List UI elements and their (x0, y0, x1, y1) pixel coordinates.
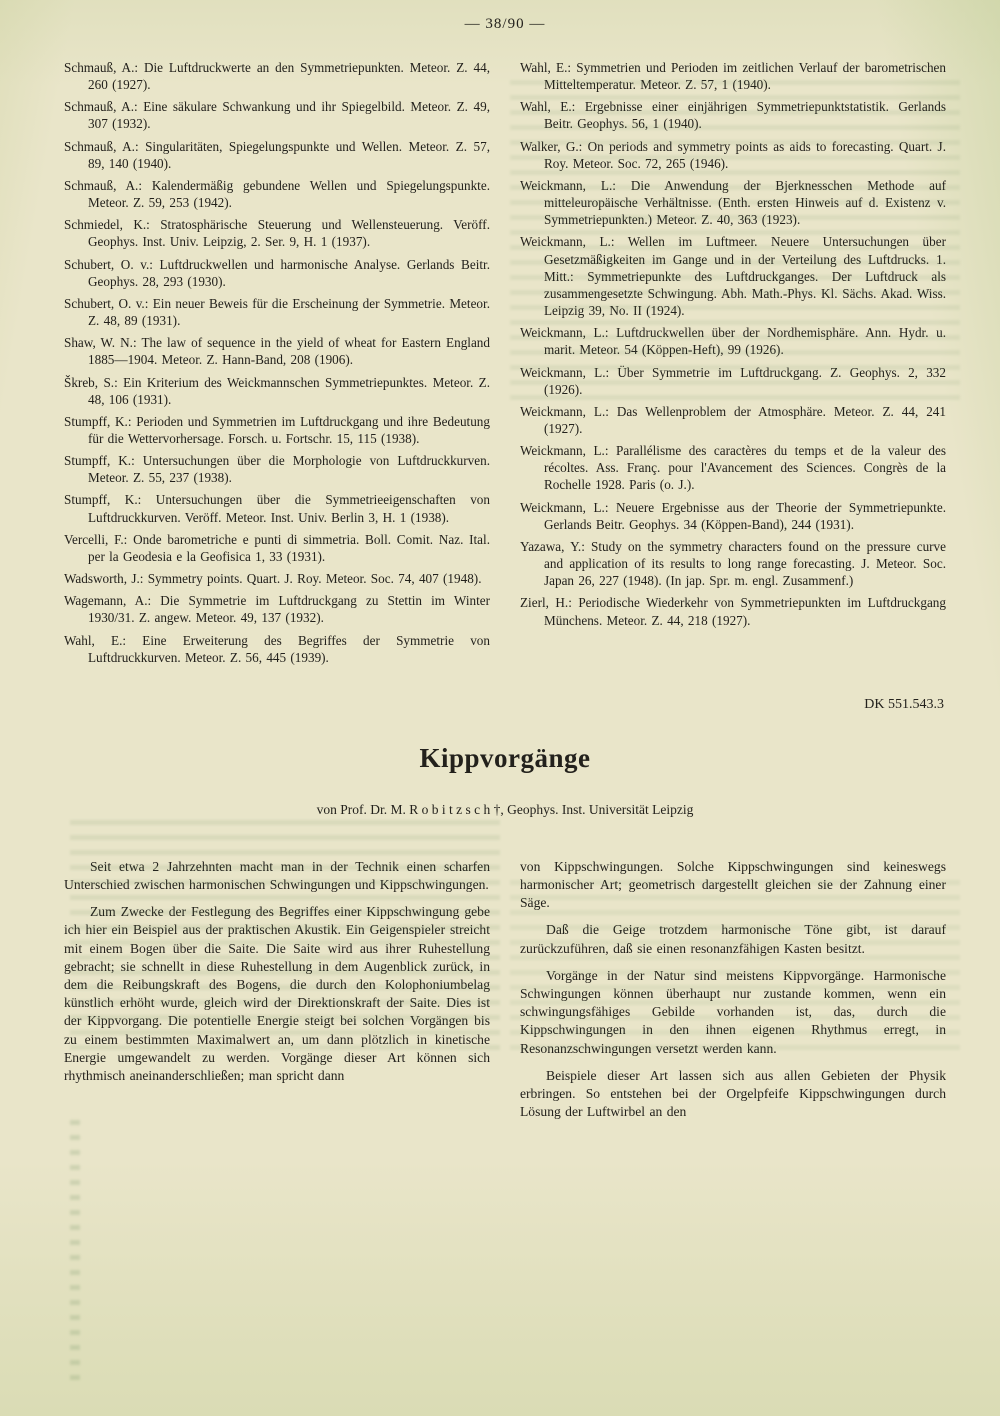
reference-item: Weickmann, L.: Wellen im Luftmeer. Neuere Untersuchungen über Gesetzmäßigkeiten im Gange und in der Verteilung des Luftdrucks. 1. Mitt.: Symmetriepunkte des Luftdruckganges. Der Luftdruck als zusammengesetzte Schwingung. Abh. Math.-Phys. Kl. Sächs. Akad. Wiss. Leipzig 39, No. II (1924). (520, 234, 946, 319)
reference-item: Wahl, E.: Symmetrien und Perioden im zeitlichen Verlauf der barometrischen Mitteltemperatur. Meteor. Z. 57, 1 (1940). (520, 60, 946, 93)
reference-item: Vercelli, F.: Onde barometriche e punti di simmetria. Boll. Comit. Naz. Ital. per la Geodesia e la Geofisica 1, 33 (1931). (64, 531, 490, 564)
references-left (64, 59, 490, 671)
reference-item: Yazawa, Y.: Study on the symmetry characters found on the pressure curve and application of its results to long range forecasting. J. Meteor. Soc. Japan 26, 227 (1948). (In jap. Spr. m. engl. Zusammenf.) (520, 538, 946, 589)
article-body (64, 858, 946, 1131)
reference-item: Weickmann, L.: Luftdruckwellen über der Nordhemisphäre. Ann. Hydr. u. marit. Meteor. 54 (Köppen-Heft), 99 (1926). (520, 325, 946, 358)
article-paragraph: Zum Zwecke der Festlegung des Begriffes einer Kippschwingung gebe ich hier ein Beispiel aus der praktischen Akustik. Ein Geigenspieler streicht mit einem Bogen über die Saite. Die Saite wird aus ihrer Ruhestellung gebracht; sie schnellt in diese Ruhestellung in dem Augenblick zurück, in dem die Reibungskraft des Bogens, die durch den Kolophoniumbelag künstlich erhöht wurde, gleich wird der Direktionskraft der Saite. Dies ist der Kippvorgang. Die potentielle Energie steigt bei solchen Vorgängen bis zu einem bestimmten Maximalwert an, um dann plötzlich in kinetische Energie umgewandelt zu werden. Vorgänge dieser Art können sich rhythmisch aneinanderschließen; man spricht dann (64, 904, 490, 1084)
reference-item: Schmauß, A.: Die Luftdruckwerte an den Symmetriepunkten. Meteor. Z. 44, 260 (1927). (64, 60, 490, 93)
article-byline: von Prof. Dr. M. R o b i t z s c h †, Geophys. Inst. Universität Leipzig (316, 801, 694, 817)
dk-classification: DK 551.543.3 (864, 696, 944, 712)
reference-item: Weickmann, L.: Die Anwendung der Bjerknesschen Methode auf mitteleuropäische Verhältnisse. (Enth. ersten Hinweis auf d. Existenz v. Symmetriepunkten.) Meteor. Z. 40, 363 (1923). (520, 177, 946, 228)
reference-item: Schubert, O. v.: Luftdruckwellen und harmonische Analyse. Gerlands Beitr. Geophys. 28, 293 (1930). (64, 256, 490, 289)
reference-item: Shaw, W. N.: The law of sequence in the yield of wheat for Eastern England 1885—1904. Meteor. Z. Hann-Band, 208 (1906). (64, 335, 490, 368)
reference-item: Schmauß, A.: Kalendermäßig gebundene Wellen und Spiegelungspunkte. Meteor. Z. 59, 253 (1942). (64, 177, 490, 211)
page-number: — 38/90 — (464, 16, 546, 32)
reference-item: Wahl, E.: Ergebnisse einer einjährigen Symmetriepunktstatistik. Gerlands Beitr. Geophys. 56, 1 (1940). (520, 99, 946, 132)
references-section (64, 59, 946, 671)
article-column-right (520, 858, 946, 1131)
reference-item: Wadsworth, J.: Symmetry points. Quart. J. Roy. Meteor. Soc. 74, 407 (1948). (64, 571, 482, 587)
article-paragraph: Beispiele dieser Art lassen sich aus allen Gebieten der Physik erbringen. So entstehen bei der Orgelpfeife Kippschwingungen durch Lösung der Luftwirbel an den (520, 1067, 946, 1120)
reference-item: Škreb, S.: Ein Kriterium des Weickmannschen Symmetriepunktes. Meteor. Z. 48, 106 (1931). (64, 374, 490, 407)
reference-item: Schmauß, A.: Singularitäten, Spiegelungspunkte und Wellen. Meteor. Z. 57, 89, 140 (1940). (64, 138, 490, 171)
reference-item: Stumpff, K.: Untersuchungen über die Morphologie von Luftdruckkurven. Meteor. Z. 55, 237 (1938). (64, 453, 490, 486)
reference-item: Weickmann, L.: Parallélisme des caractères du temps et de la valeur des récoltes. Ass. Franç. pour l'Avancement des Sciences. Congrès de la Rochelle 1928. Paris (o. J.). (520, 443, 946, 493)
reference-item: Wagemann, A.: Die Symmetrie im Luftdruckgang zu Stettin im Winter 1930/31. Z. angew. Meteor. 49, 137 (1932). (64, 593, 490, 626)
reference-item: Stumpff, K.: Untersuchungen über die Symmetrieeigenschaften von Luftdruckkurven. Veröff. Meteor. Inst. Univ. Berlin 3, H. 1 (1938). (64, 492, 490, 525)
reference-item: Stumpff, K.: Perioden und Symmetrien im Luftdruckgang und ihre Bedeutung für die Wettervorhersage. Forsch. u. Fortschr. 15, 115 (1938). (64, 413, 490, 446)
reference-item: Schubert, O. v.: Ein neuer Beweis für die Erscheinung der Symmetrie. Meteor. Z. 48, 89 (1931). (64, 295, 490, 329)
article-title: Kippvorgänge (419, 742, 591, 773)
reference-item: Zierl, H.: Periodische Wiederkehr von Symmetriepunkten im Luftdruckgang Münchens. Meteor. Z. 44, 218 (1927). (520, 595, 946, 628)
reference-item: Weickmann, L.: Das Wellenproblem der Atmosphäre. Meteor. Z. 44, 241 (1927). (520, 403, 946, 436)
scan-bleedthrough (70, 1120, 80, 1380)
reference-item: Weickmann, L.: Über Symmetrie im Luftdruckgang. Z. Geophys. 2, 332 (1926). (520, 364, 946, 397)
reference-item: Weickmann, L.: Neuere Ergebnisse aus der Theorie der Symmetriepunkte. Gerlands Beitr. Geophys. 34 (Köppen-Band), 244 (1931). (520, 499, 946, 532)
reference-item: Walker, G.: On periods and symmetry points as aids to forecasting. Quart. J. Roy. Meteor. Soc. 72, 265 (1946). (520, 138, 946, 171)
article-paragraph: Vorgänge in der Natur sind meistens Kippvorgänge. Harmonische Schwingungen können überhaupt nur zustande kommen, wenn ein schwingungsfähiges Gebilde vorhanden ist, das, durch die Kippschwingungen in den ihnen eigenen Rhythmus erregt, in Resonanzschwingungen versetzt werden kann. (520, 967, 946, 1056)
article-column-left (64, 858, 490, 1131)
reference-item: Wahl, E.: Eine Erweiterung des Begriffes der Symmetrie von Luftdruckkurven. Meteor. Z. 56, 445 (1939). (64, 632, 490, 665)
references-right (520, 59, 946, 671)
article-paragraph: von Kippschwingungen. Solche Kippschwingungen sind keineswegs harmonischer Art; geometrisch dargestellt gleichen sie der Zahnung einer Säge. (520, 858, 946, 911)
reference-item: Schmiedel, K.: Stratosphärische Steuerung und Wellensteuerung. Veröff. Geophys. Inst. Univ. Leipzig, 2. Ser. 9, H. 1 (1937). (64, 217, 490, 250)
article-paragraph: Daß die Geige trotzdem harmonische Töne gibt, ist darauf zurückzuführen, daß sie einen resonanzfähigen Kasten besitzt. (520, 922, 946, 956)
reference-item: Schmauß, A.: Eine säkulare Schwankung und ihr Spiegelbild. Meteor. Z. 49, 307 (1932). (64, 99, 490, 132)
article-paragraph: Seit etwa 2 Jahrzehnten macht man in der Technik einen scharfen Unterschied zwischen harmonischen Schwingungen und Kippschwingungen. (64, 858, 490, 893)
